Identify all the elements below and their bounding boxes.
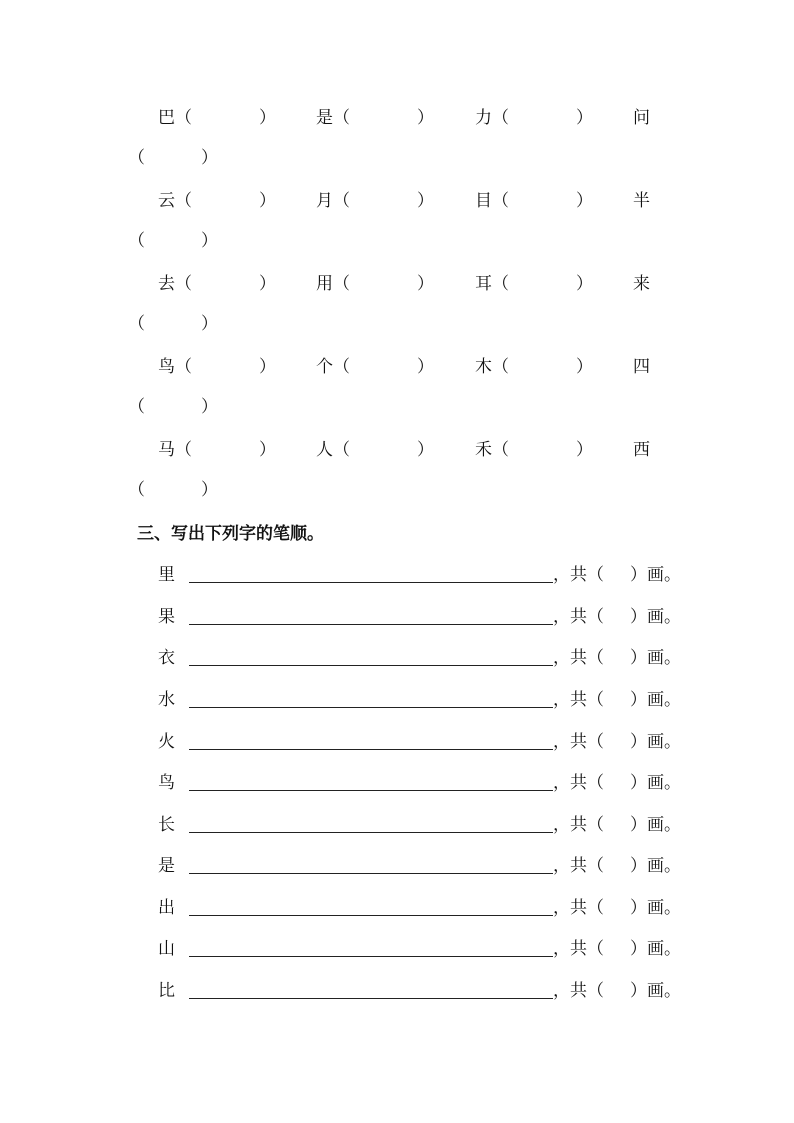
stroke-char: 水 <box>158 690 175 710</box>
row-3-item-2: 用（ <box>316 274 350 294</box>
row-2-close-2: ） <box>417 191 434 211</box>
row-1-close-2: ） <box>417 108 434 128</box>
row-3-close-3: ） <box>576 274 593 294</box>
row-3-item-1: 去（ <box>158 274 192 294</box>
row-2-item-4: 半 <box>633 191 650 211</box>
stroke-char: 长 <box>158 815 175 835</box>
stroke-count-suffix: ）画。 <box>630 981 681 1001</box>
answer-line[interactable] <box>189 915 553 916</box>
answer-line[interactable] <box>189 790 553 791</box>
row-2-item-3: 目（ <box>475 191 509 211</box>
row-2-close-3: ） <box>576 191 593 211</box>
stroke-char: 火 <box>158 732 175 752</box>
row-3-item-3: 耳（ <box>475 274 509 294</box>
stroke-char: 衣 <box>158 648 175 668</box>
row-2-item-1: 云（ <box>158 191 192 211</box>
row-4-item-2: 个（ <box>316 357 350 377</box>
stroke-count-suffix: ）画。 <box>630 732 681 752</box>
row-5-close-3: ） <box>576 440 593 460</box>
answer-line[interactable] <box>189 749 553 750</box>
stroke-count-suffix: ）画。 <box>630 773 681 793</box>
row-5-close-2: ） <box>417 440 434 460</box>
row-1-item-4: 问 <box>633 108 650 128</box>
stroke-count-suffix: ）画。 <box>630 898 681 918</box>
row-3-wrap-close: ） <box>201 314 218 334</box>
row-1-close-1: ） <box>259 108 276 128</box>
stroke-count-suffix: ）画。 <box>630 648 681 668</box>
stroke-count-label: ，共（ <box>553 856 604 876</box>
stroke-char: 比 <box>158 981 175 1001</box>
row-1-wrap-open: （ <box>128 148 145 168</box>
stroke-char: 鸟 <box>158 773 175 793</box>
answer-line[interactable] <box>189 832 553 833</box>
answer-line[interactable] <box>189 707 553 708</box>
row-4-item-1: 鸟（ <box>158 357 192 377</box>
answer-line[interactable] <box>189 956 553 957</box>
row-5-wrap-open: （ <box>128 480 145 500</box>
row-1-item-3: 力（ <box>475 108 509 128</box>
row-5-item-3: 禾（ <box>475 440 509 460</box>
stroke-char: 果 <box>158 607 175 627</box>
stroke-count-label: ，共（ <box>553 981 604 1001</box>
row-3-item-4: 来 <box>633 274 650 294</box>
stroke-count-label: ，共（ <box>553 815 604 835</box>
row-4-close-3: ） <box>576 357 593 377</box>
stroke-char: 出 <box>158 898 175 918</box>
stroke-count-suffix: ）画。 <box>630 607 681 627</box>
row-2-close-1: ） <box>259 191 276 211</box>
stroke-count-label: ，共（ <box>553 898 604 918</box>
stroke-char: 里 <box>158 565 175 585</box>
stroke-count-label: ，共（ <box>553 773 604 793</box>
row-1-close-3: ） <box>576 108 593 128</box>
answer-line[interactable] <box>189 665 553 666</box>
row-5-close-1: ） <box>259 440 276 460</box>
row-4-close-1: ） <box>259 357 276 377</box>
row-4-wrap-open: （ <box>128 397 145 417</box>
stroke-count-suffix: ）画。 <box>630 565 681 585</box>
stroke-count-label: ，共（ <box>553 732 604 752</box>
section-3-title: 三、写出下列字的笔顺。 <box>137 524 324 544</box>
row-1-wrap-close: ） <box>201 148 218 168</box>
answer-line[interactable] <box>189 624 553 625</box>
row-2-wrap-open: （ <box>128 231 145 251</box>
row-3-wrap-open: （ <box>128 314 145 334</box>
row-2-item-2: 月（ <box>316 191 350 211</box>
stroke-count-label: ，共（ <box>553 648 604 668</box>
row-3-close-2: ） <box>417 274 434 294</box>
stroke-char: 是 <box>158 856 175 876</box>
row-5-item-4: 西 <box>633 440 650 460</box>
row-4-item-3: 木（ <box>475 357 509 377</box>
row-5-item-1: 马（ <box>158 440 192 460</box>
answer-line[interactable] <box>189 582 553 583</box>
answer-line[interactable] <box>189 873 553 874</box>
row-4-wrap-close: ） <box>201 397 218 417</box>
row-4-item-4: 四 <box>633 357 650 377</box>
stroke-count-label: ，共（ <box>553 690 604 710</box>
stroke-count-label: ，共（ <box>553 607 604 627</box>
stroke-count-label: ，共（ <box>553 565 604 585</box>
row-5-item-2: 人（ <box>316 440 350 460</box>
row-4-close-2: ） <box>417 357 434 377</box>
row-3-close-1: ） <box>259 274 276 294</box>
row-2-wrap-close: ） <box>201 231 218 251</box>
row-1-item-2: 是（ <box>316 108 350 128</box>
stroke-count-suffix: ）画。 <box>630 690 681 710</box>
answer-line[interactable] <box>189 998 553 999</box>
stroke-char: 山 <box>158 939 175 959</box>
stroke-count-suffix: ）画。 <box>630 815 681 835</box>
row-1-item-1: 巴（ <box>158 108 192 128</box>
stroke-count-suffix: ）画。 <box>630 939 681 959</box>
row-5-wrap-close: ） <box>201 480 218 500</box>
stroke-count-label: ，共（ <box>553 939 604 959</box>
stroke-count-suffix: ）画。 <box>630 856 681 876</box>
